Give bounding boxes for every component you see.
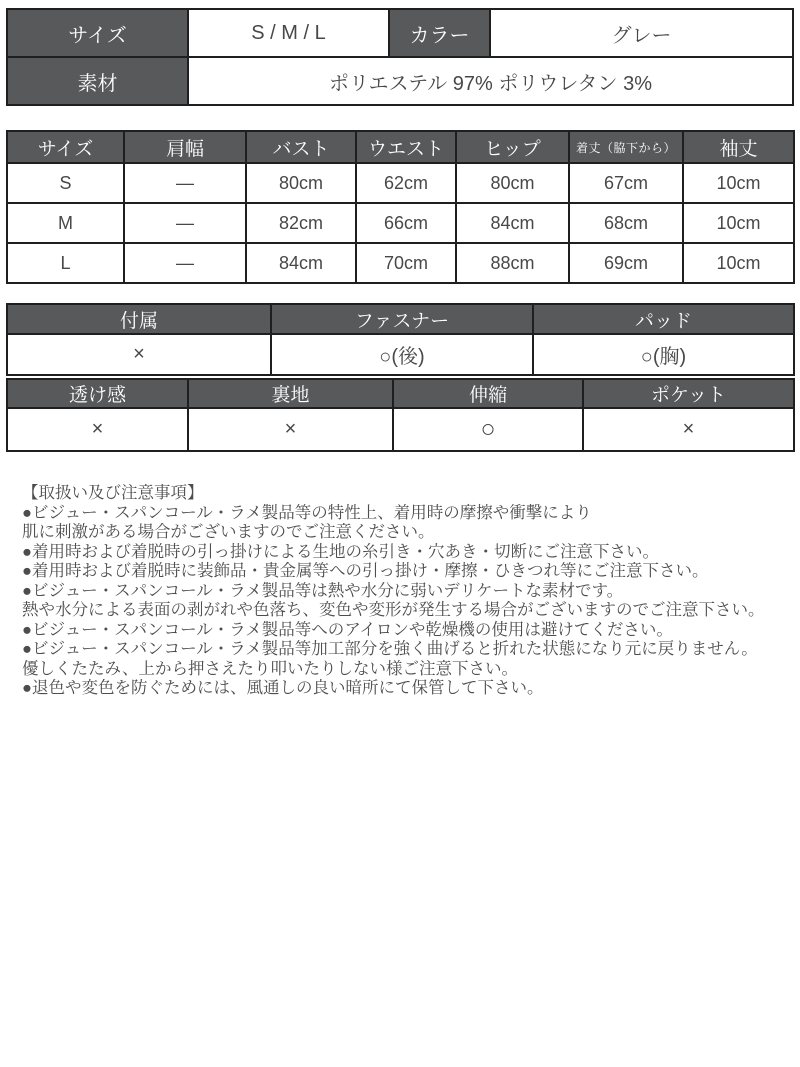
size-chart-cell: —	[124, 163, 246, 203]
size-chart-cell: 10cm	[683, 243, 794, 283]
spec-header-pad: パッド	[533, 304, 794, 334]
info-color-value: グレー	[490, 9, 793, 57]
size-chart-row-l	[7, 243, 794, 283]
size-chart-header-row	[7, 131, 794, 163]
spec-header-accessory: 付属	[7, 304, 271, 334]
spec-value-accessory: ×	[7, 334, 271, 375]
size-chart-size-label: L	[7, 243, 124, 283]
spec-value-pocket: ×	[583, 408, 794, 451]
size-chart-cell: 10cm	[683, 163, 794, 203]
size-chart-header-length: 着丈（脇下から）	[569, 131, 683, 163]
info-material-value: ポリエステル 97% ポリウレタン 3%	[188, 57, 793, 105]
size-chart-cell: 62cm	[356, 163, 456, 203]
size-chart-cell: —	[124, 243, 246, 283]
info-size-value: S / M / L	[188, 9, 389, 57]
spec-features-table	[6, 378, 795, 452]
spec-header-fastener: ファスナー	[271, 304, 533, 334]
size-chart-header-shoulder: 肩幅	[124, 131, 246, 163]
care-notes	[22, 484, 800, 699]
care-note-line: ●退色や変色を防ぐためには、風通しの良い暗所にて保管して下さい。	[22, 679, 544, 697]
size-chart-cell: 69cm	[569, 243, 683, 283]
info-size-label: サイズ	[7, 9, 188, 57]
spec-header-stretch: 伸縮	[393, 379, 583, 408]
spec-value-lining: ×	[188, 408, 393, 451]
size-chart-row-m	[7, 203, 794, 243]
care-note-line: 熱や水分による表面の剥がれや色落ち、変色や変形が発生する場合がございますのでご注意下さい。	[22, 601, 765, 619]
size-chart-cell: 68cm	[569, 203, 683, 243]
spec-accessories-table	[6, 303, 795, 376]
size-chart-cell: 10cm	[683, 203, 794, 243]
info-material-label: 素材	[7, 57, 188, 105]
size-chart-cell: 80cm	[456, 163, 569, 203]
care-note-line: ●着用時および着脱時の引っ掛けによる生地の糸引き・穴あき・切断にご注意下さい。	[22, 542, 659, 561]
info-color-label: カラー	[389, 9, 490, 57]
size-chart-size-label: S	[7, 163, 124, 203]
care-note-line: ●ビジュー・スパンコール・ラメ製品等は熱や水分に弱いデリケートな素材です。	[22, 581, 624, 600]
spec-features-value-row	[7, 408, 794, 451]
spec-header-pocket: ポケット	[583, 379, 794, 408]
info-table	[6, 8, 794, 106]
size-chart-cell: 70cm	[356, 243, 456, 283]
size-chart-cell: 84cm	[456, 203, 569, 243]
care-note-line: 肌に刺激がある場合がございますのでご注意ください。	[22, 523, 435, 541]
info-row-material	[7, 57, 793, 105]
size-chart-table	[6, 130, 795, 284]
care-note-line: ●着用時および着脱時に装飾品・貴金属等への引っ掛け・摩擦・ひきつれ等にご注意下さい。	[22, 562, 709, 580]
spec-value-stretch: ○	[393, 408, 583, 451]
spec-accessories-header-row	[7, 304, 794, 334]
size-chart-header-sleeve: 袖丈	[683, 131, 794, 163]
size-chart-cell: 88cm	[456, 243, 569, 283]
product-spec-page	[0, 8, 800, 1067]
size-chart-cell: 80cm	[246, 163, 356, 203]
care-note-line: ●ビジュー・スパンコール・ラメ製品等へのアイロンや乾燥機の使用は避けてください。	[22, 620, 673, 639]
size-chart-row-s	[7, 163, 794, 203]
spec-header-sheerness: 透け感	[7, 379, 188, 408]
size-chart-cell: 66cm	[356, 203, 456, 243]
size-chart-size-label: M	[7, 203, 124, 243]
care-note-line: ●ビジュー・スパンコール・ラメ製品等加工部分を強く曲げると折れた状態になり元に戻りません。	[22, 640, 758, 658]
size-chart-header-hip: ヒップ	[456, 131, 569, 163]
care-notes-title: 【取扱い及び注意事項】	[22, 484, 204, 502]
info-row-size-color	[7, 9, 793, 57]
size-chart-cell: 67cm	[569, 163, 683, 203]
size-chart-header-waist: ウエスト	[356, 131, 456, 163]
spec-value-fastener: ○(後)	[271, 334, 533, 375]
spec-header-lining: 裏地	[188, 379, 393, 408]
size-chart-cell: —	[124, 203, 246, 243]
size-chart-header-bust: バスト	[246, 131, 356, 163]
spec-value-pad: ○(胸)	[533, 334, 794, 375]
size-chart-header-size: サイズ	[7, 131, 124, 163]
spec-value-sheerness: ×	[7, 408, 188, 451]
care-note-line: ●ビジュー・スパンコール・ラメ製品等の特性上、着用時の摩擦や衝撃により	[22, 503, 592, 522]
size-chart-cell: 84cm	[246, 243, 356, 283]
spec-accessories-value-row	[7, 334, 794, 375]
size-chart-cell: 82cm	[246, 203, 356, 243]
spec-features-header-row	[7, 379, 794, 408]
care-note-line: 優しくたたみ、上から押さえたり叩いたりしない様ご注意下さい。	[22, 659, 518, 678]
